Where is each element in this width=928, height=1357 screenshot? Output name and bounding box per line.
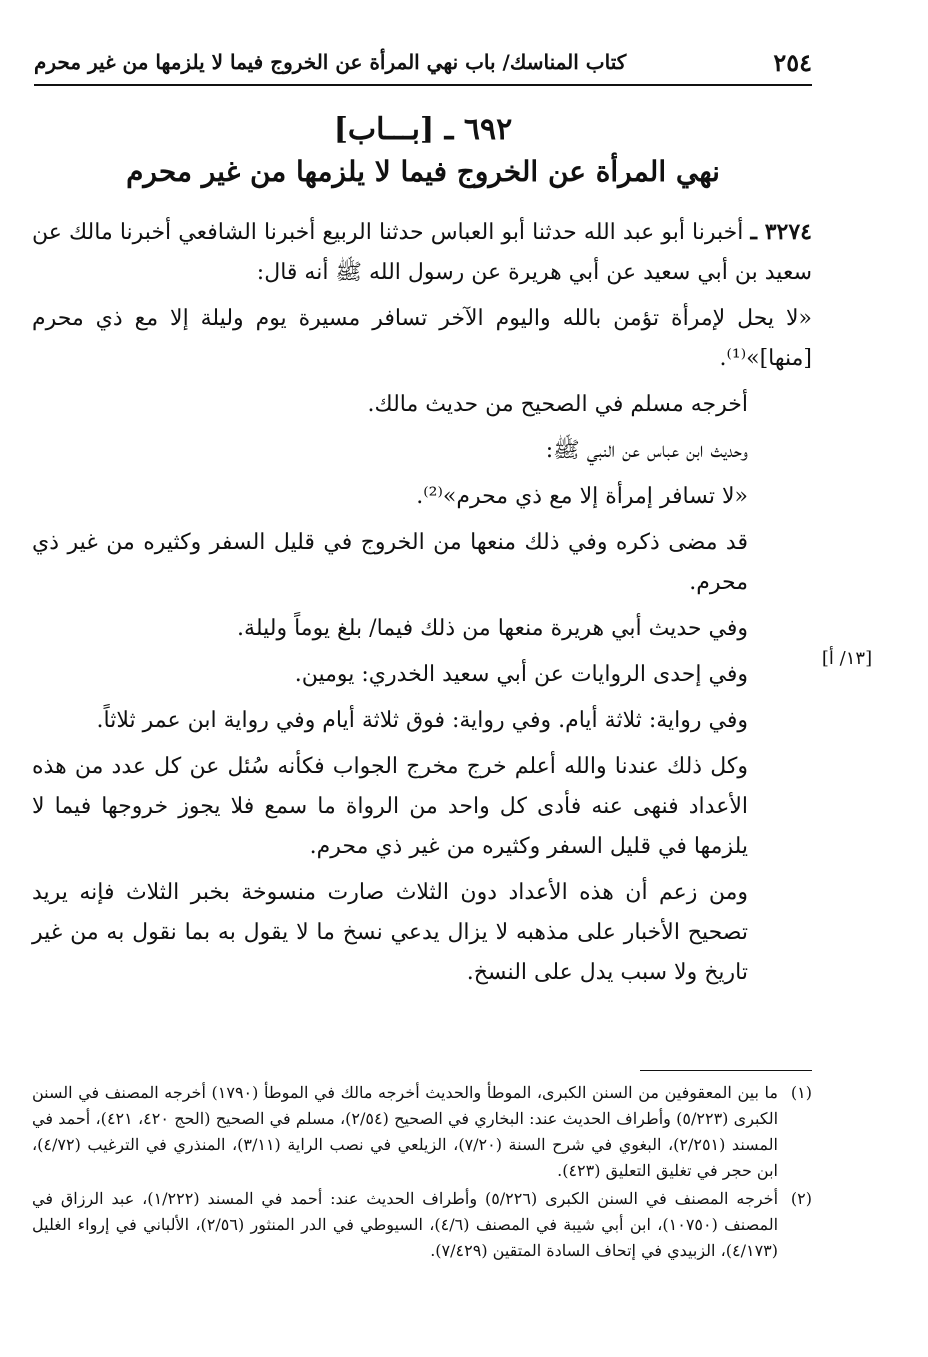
footnote-marker: (٢) bbox=[790, 1189, 812, 1208]
chapter-title: نهي المرأة عن الخروج فيما لا يلزمها من غير محرم bbox=[126, 155, 720, 188]
hadith-number: ٣٢٧٤ ـ bbox=[750, 219, 812, 245]
main-text bbox=[32, 212, 812, 999]
paragraph-qad-mada: قد مضى ذكره وفي ذلك منعها من الخروج في قليل السفر وكثيره من غير ذي محرم. bbox=[32, 530, 748, 595]
chapter-heading bbox=[34, 108, 812, 192]
footnote-1 bbox=[32, 1080, 812, 1184]
paragraph-abu-hurayra: وفي حديث أبي هريرة منعها من ذلك فيما/ بلغ يوماً وليلة. bbox=[237, 616, 748, 641]
running-header bbox=[34, 40, 812, 86]
footnotes bbox=[32, 1080, 812, 1266]
ibn-abbas-matn: «لا تسافر إمرأة إلا مع ذي محرم»⁽²⁾. bbox=[416, 484, 748, 509]
manuscript-folio-note: [١٣/ أ] bbox=[821, 648, 873, 669]
footnote-divider bbox=[640, 1070, 812, 1071]
footnote-text: ما بين المعقوفين من السنن الكبرى، الموطأ والحديث أخرجه مالك في الموطأ (١٧٩٠) أخرجه المصنف في السنن الكبرى (٥/٢٢٣) وأطراف الحديث عند: البخاري في الصحيح (٢/٥٤)، مسلم في الصحيح (الحج ٤٢٠، ٤٢١)، أحمد في المسند (٢/٢٥١)، البغوي في شرح السنة (٧/٢٠)، الزيلعي في نصب الراية (٣/١١)، المنذري في الترغيب (٤/٧٢)، ابن حجر في تغليق التعليق (٤٢٣). bbox=[32, 1083, 779, 1180]
ibn-abbas-intro: وحديث ابن عباس عن النبي ﷺ: bbox=[545, 438, 748, 463]
footnote-marker: (١) bbox=[790, 1083, 812, 1102]
footnote-text: أخرجه المصنف في السنن الكبرى (٥/٢٢٦) وأطراف الحديث عند: أحمد في المسند (١/٢٢٢)، عبد الرزاق في المصنف (١٠٧٥٠)، ابن أبي شيبة في المصنف (٤/٦)، السيوطي في الدر المنثور (٢/٥٦)، الألباني في إرواء الغليل (٤/١٧٣)، الزبيدي في إتحاف السادة المتقين (٧/٤٢٩). bbox=[32, 1189, 779, 1260]
hadith-isnad: أخبرنا أبو عبد الله حدثنا أبو العباس حدثنا الربيع أخبرنا الشافعي أخبرنا مالك عن سعيد بن أبي سعيد عن أبي هريرة عن رسول الله ﷺ أنه قال: bbox=[32, 220, 812, 285]
hadith-matn: «لا يحل لإمرأة تؤمن بالله واليوم الآخر تسافر مسيرة يوم وليلة إلا مع ذي محرم [منها]»⁽¹⁾. bbox=[32, 306, 812, 371]
paragraph-kull: وكل ذلك عندنا والله أعلم خرج مخرج الجواب فكأنه سُئل عن كل عدد من هذه الأعداد فنهى عنه فأدى كل واحد من الرواة ما سمع فلا يجوز خروجها فيما لا يلزمها في قليل السفر وكثيره من غير ذي محرم. bbox=[32, 754, 748, 859]
footnote-2 bbox=[32, 1186, 812, 1264]
takhrij-line: أخرجه مسلم في الصحيح من حديث مالك. bbox=[367, 392, 748, 417]
paragraph-riwaya: وفي رواية: ثلاثة أيام. وفي رواية: فوق ثلاثة أيام وفي رواية ابن عمر ثلاثاً. bbox=[96, 708, 748, 733]
chapter-number: ٦٩٢ ـ [بـــاب] bbox=[333, 112, 513, 147]
page-number: ٢٥٤ bbox=[773, 47, 812, 77]
hadith-paragraph bbox=[32, 212, 812, 293]
paragraph-man-zaama: ومن زعم أن هذه الأعداد دون الثلاث صارت منسوخة بخبر الثلاث فإنه يريد تصحيح الأخبار على مذهبه لا يزال يدعي نسخ ما لا يقول به بما نقول به من غير تاريخ ولا سبب يدل على النسخ. bbox=[32, 880, 748, 985]
paragraph-khudri: وفي إحدى الروايات عن أبي سعيد الخدري: يومين. bbox=[294, 662, 748, 687]
running-title: كتاب المناسك/ باب نهي المرأة عن الخروج فيما لا يلزمها من غير محرم bbox=[34, 50, 627, 74]
